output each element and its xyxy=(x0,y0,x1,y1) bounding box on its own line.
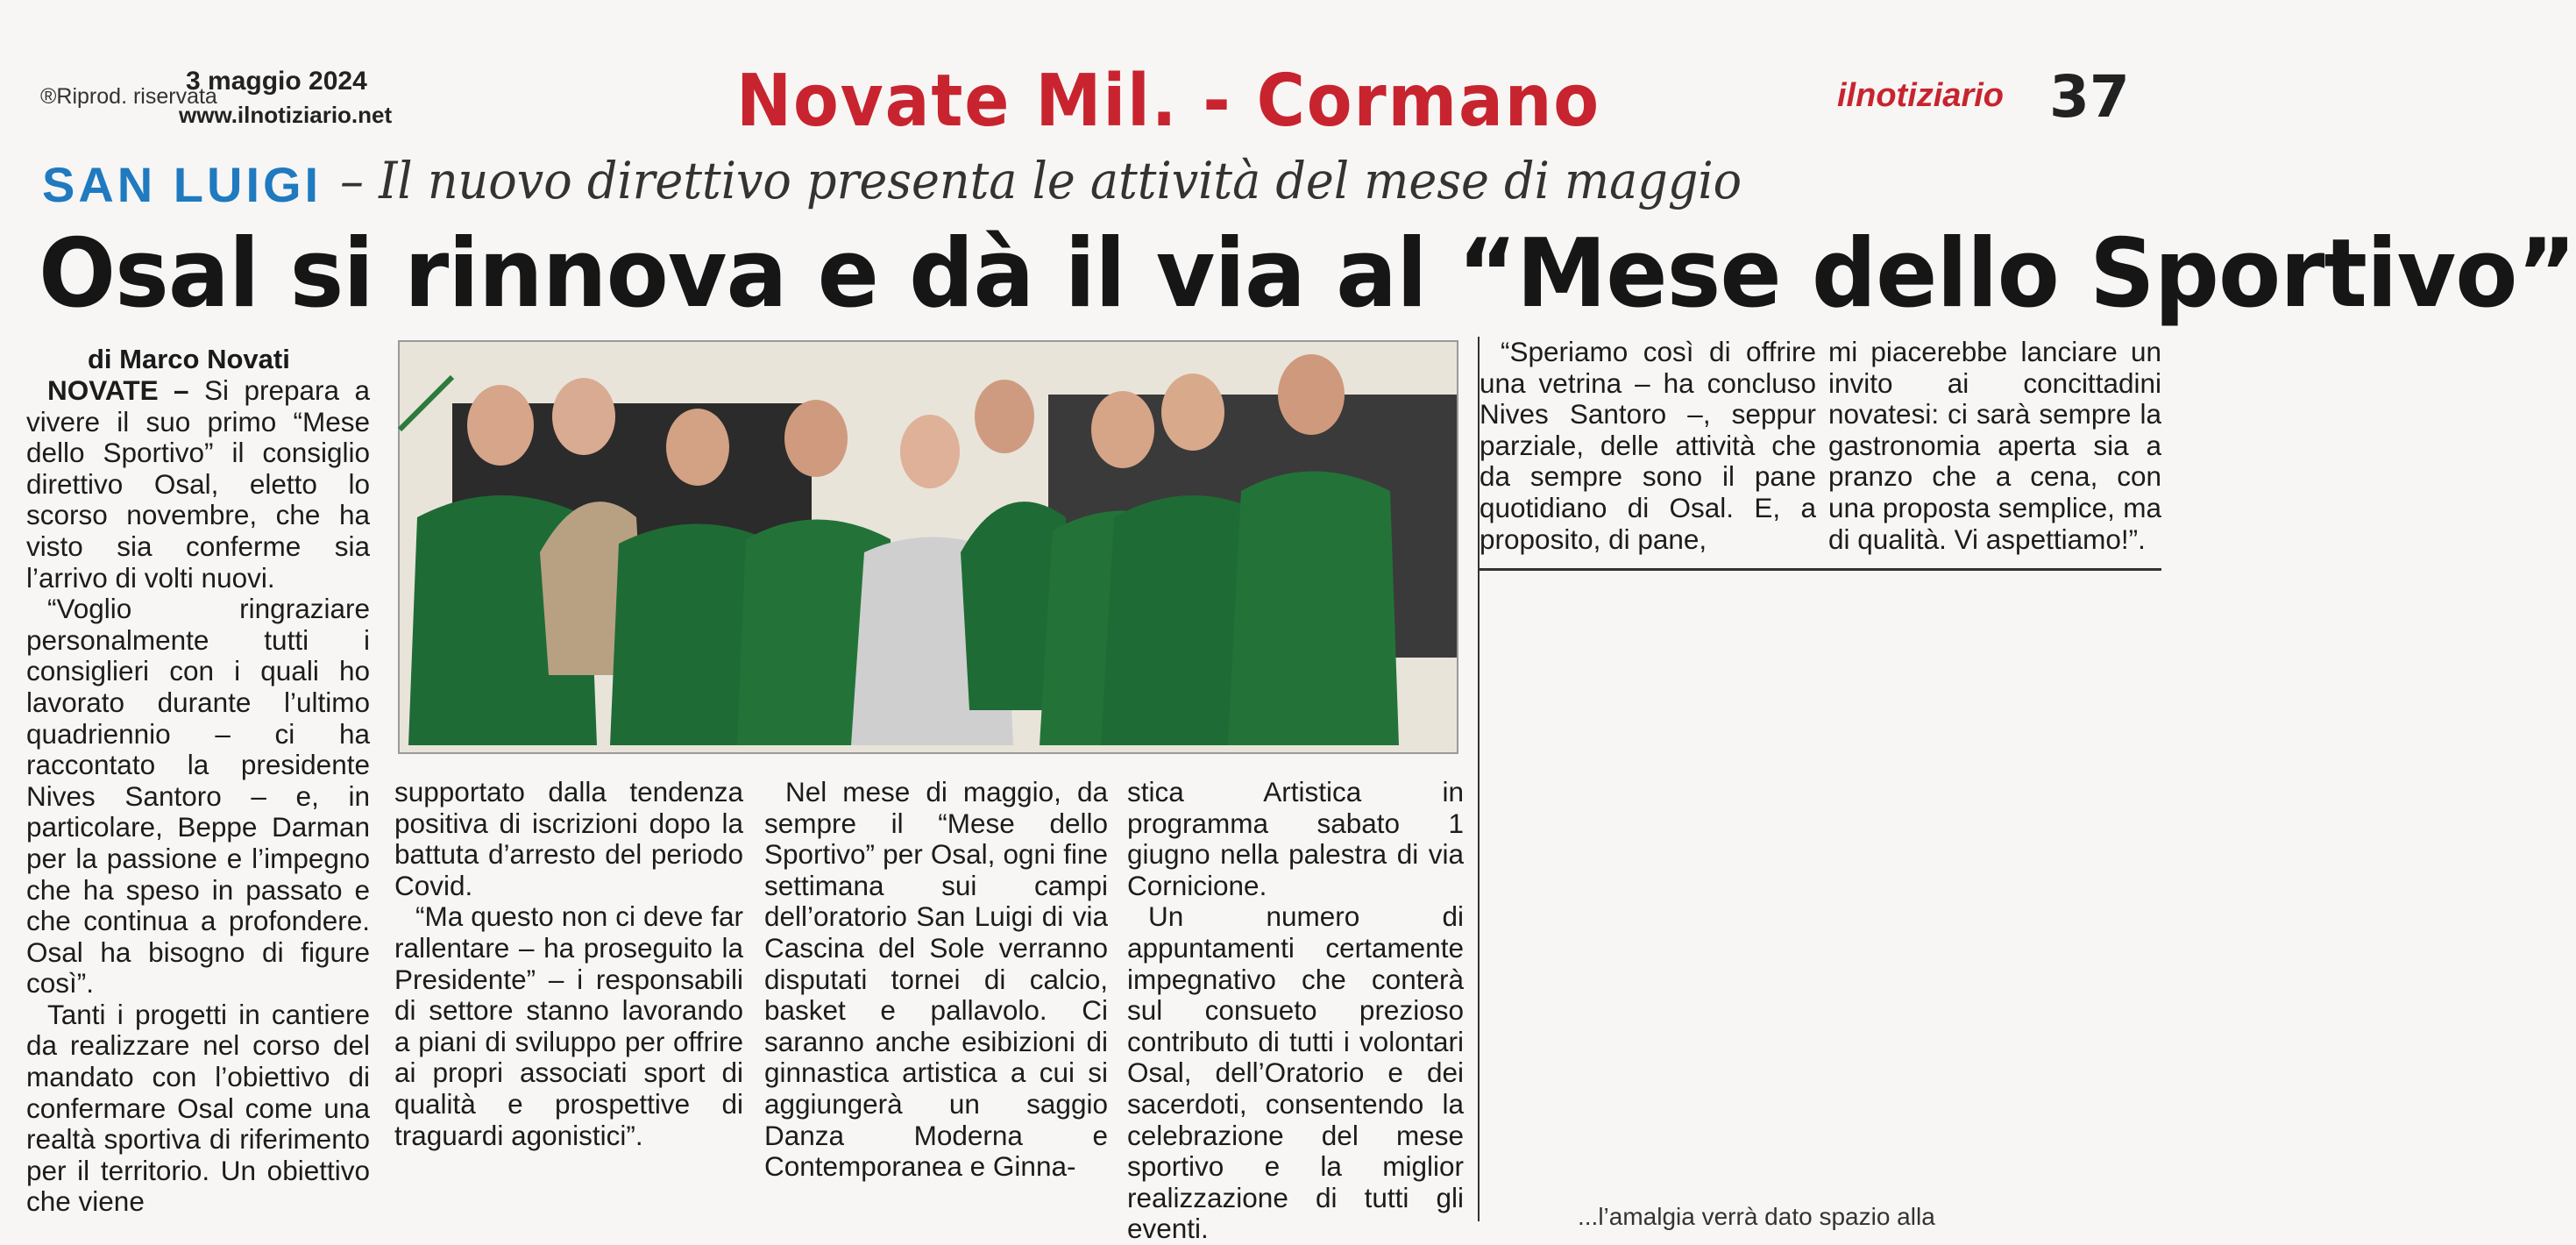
dateline: NOVATE – xyxy=(47,374,189,406)
article-column-3 xyxy=(764,777,1108,1183)
paragraph: “Speriamo così di offrire una vetrina – ha concluso Nives Santoro –, seppur parziale, delle attività che da sempre sono il pane quotidiano di Osal. E, a proposito, di pane, xyxy=(1480,336,1816,555)
group-photo-illustration xyxy=(400,342,1457,752)
website-url: www.ilnotiziario.net xyxy=(179,102,393,128)
paragraph: “Ma questo non ci deve far rallentare – ha proseguito la Presidente” – i responsabili di settore stanno lavorando a piani di sviluppo per offrire ai propri associati sport di qualità e prospettive di traguardi agonistici”. xyxy=(394,900,743,1151)
issue-date: 3 maggio 2024 xyxy=(186,67,367,96)
paragraph: stica Artistica in programma sabato 1 giugno nella palestra di via Cornicione. xyxy=(1127,776,1464,901)
page-number: 37 xyxy=(2049,63,2130,131)
column-divider xyxy=(1478,568,2161,571)
copyright-notice: ®Riprod. riservata xyxy=(40,84,217,109)
article-column-6 xyxy=(1828,337,2161,555)
group-photo xyxy=(398,340,1458,754)
next-article-fragment: ...l’amalgia verrà dato spazio alla xyxy=(1578,1203,1935,1230)
kicker-label: SAN LUIGI xyxy=(42,157,323,212)
paragraph: supportato dalla tendenza positiva di iscrizioni dopo la battuta d’arresto del periodo Covid. xyxy=(394,776,743,901)
headline: Osal si rinnova e dà il via al “Mese dello Sportivo” xyxy=(39,219,2576,329)
kicker-text: – Il nuovo direttivo presenta le attività del mese di maggio xyxy=(340,151,1742,210)
newspaper-brand: ilnotiziario xyxy=(1837,77,2004,114)
paragraph: Tanti i progetti in cantiere da realizzare nel corso del mandato con l’obiettivo di confermare Osal come una realtà sportiva di riferimento per il territorio. Un obiettivo che viene xyxy=(26,998,370,1218)
paragraph: “Voglio ringraziare personalmente tutti i consiglieri con i quali ho lavorato durante l’ultimo quadriennio – ci ha raccontato la presidente Nives Santoro – e, in particolare, Beppe Darman per la passione e l’impegno che ha speso in passato e che continua a profondere. Osal ha bisogno di figure così”. xyxy=(26,593,370,1000)
article-column-2 xyxy=(394,777,743,1151)
paragraph: mi piacerebbe lanciare un invito ai concittadini novatesi: ci sarà sempre la gastronomia aperta sia a pranzo che a cena, con una proposta semplice, ma di qualità. Vi aspettiamo!”. xyxy=(1828,336,2161,555)
paragraph: Un numero di appuntamenti certamente impegnativo che conterà sul consueto prezioso contributo di tutti i volontari Osal, dell’Oratorio e dei sacerdoti, consentendo la celebrazione del mese sportivo e la miglior realizzazione di tutti gli eventi. xyxy=(1127,900,1464,1245)
article-column-1 xyxy=(26,375,370,1218)
paragraph: Si prepara a vivere il suo primo “Mese dello Sportivo” il consiglio direttivo Osal, eletto lo scorso novembre, che ha visto sia conferme sia l’arrivo di volti nuovi. xyxy=(26,374,370,594)
column-divider xyxy=(1478,337,1480,1221)
section-title: Novate Mil. - Cormano xyxy=(736,60,1600,143)
byline: di Marco Novati xyxy=(88,344,290,374)
article-column-5 xyxy=(1480,337,1816,555)
article-column-4 xyxy=(1127,777,1464,1245)
paragraph: Nel mese di maggio, da sempre il “Mese dello Sportivo” per Osal, ogni fine settimana sui campi dell’oratorio San Luigi di via Cascina del Sole verranno disputati tornei di calcio, basket e pallavolo. Ci saranno anche esibizioni di ginnastica artistica a cui si aggiungerà un saggio Danza Moderna e Contemporanea e Ginna- xyxy=(764,776,1108,1183)
